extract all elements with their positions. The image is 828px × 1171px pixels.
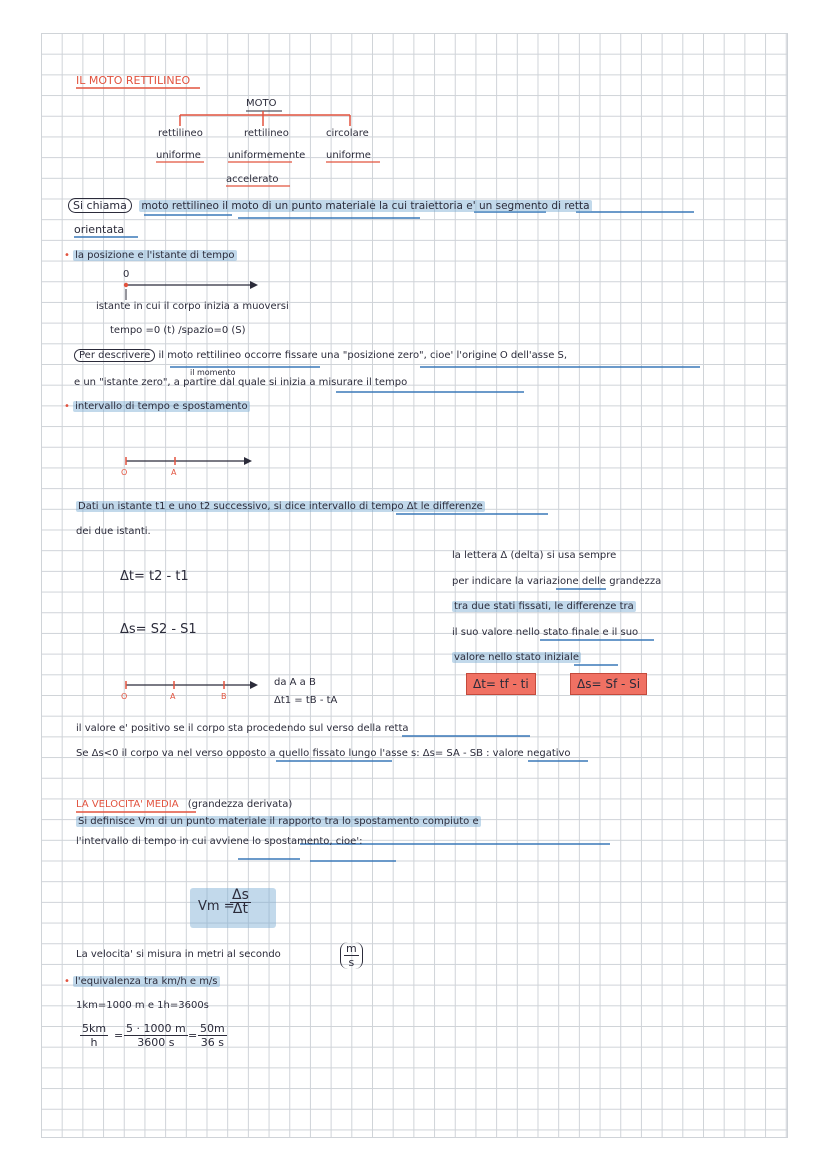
velocity-def-1: Si definisce Vm di un punto materiale il rapporto tra lo spostamento compiuto e bbox=[78, 816, 479, 827]
bullet-interval: • intervallo di tempo e spostamento bbox=[64, 401, 248, 412]
axis3-label-o: O bbox=[121, 692, 128, 701]
equals-1: = bbox=[114, 1029, 124, 1042]
page-title: IL MOTO RETTILINEO bbox=[76, 74, 191, 87]
formula-box-ds: Δs= Sf - Si bbox=[570, 673, 647, 695]
delta-t-ab: Δt1 = tB - tA bbox=[274, 695, 338, 706]
delta-note-3: tra due stati fissati, le differenze tra bbox=[454, 601, 634, 612]
axis3-label-a: A bbox=[170, 692, 176, 701]
definition-line bbox=[68, 199, 592, 213]
unit-fraction: $\frac{m}{s}$ bbox=[340, 942, 363, 969]
negative-value-line: Se Δs<0 il corpo va nel verso opposto a quello fissato lungo l'asse s: Δs= SA - SB : valore negativo bbox=[76, 748, 571, 759]
fraction-conversion: $\frac{5 \cdot 1000 m}{3600 s}$ bbox=[126, 1022, 186, 1049]
tree-root: MOTO bbox=[246, 98, 277, 109]
equivalence-line: 1km=1000 m e 1h=3600s bbox=[76, 1000, 209, 1011]
delta-note-2: per indicare la variazione delle grandezza bbox=[452, 576, 662, 587]
unit-line: La velocita' si misura in metri al secondo bbox=[76, 949, 281, 960]
from-a-to-b: da A a B bbox=[274, 677, 316, 688]
definition-end: orientata bbox=[74, 223, 125, 236]
tree-sub-1: uniforme bbox=[156, 150, 201, 161]
delta-note-5: valore nello stato iniziale bbox=[454, 652, 579, 663]
interval-para-end: dei due istanti. bbox=[76, 526, 151, 537]
para-line2: e un "istante zero", a partire dal quale si inizia a misurare il tempo bbox=[74, 377, 408, 388]
positive-value-line: il valore e' positivo se il corpo sta procedendo sul verso della retta bbox=[76, 723, 409, 734]
para-note: il momento bbox=[190, 368, 236, 377]
delta-note-4: il suo valore nello stato finale e il suo bbox=[452, 627, 639, 638]
tree-branch-3: circolare bbox=[326, 128, 369, 139]
tree-sub-2b: accelerato bbox=[226, 174, 279, 185]
tree-branch-2: rettilineo bbox=[244, 128, 289, 139]
delta-note-1: la lettera Δ (delta) si usa sempre bbox=[452, 550, 617, 561]
formula-box-dt: Δt= tf - ti bbox=[466, 673, 536, 695]
fraction-result: $\frac{50m}{36 s}$ bbox=[200, 1022, 225, 1049]
definition-lead: Si chiama bbox=[68, 198, 132, 213]
equals-2: = bbox=[188, 1029, 198, 1042]
vm-fraction: $\frac{\Delta s}{\Delta t}$ bbox=[232, 887, 249, 917]
velocity-heading: LA VELOCITA' MEDIA (grandezza derivata) bbox=[76, 799, 293, 810]
axis3-label-b: B bbox=[221, 692, 227, 701]
bullet-position: • la posizione e l'istante di tempo bbox=[64, 250, 235, 261]
velocity-def-2: l'intervallo di tempo in cui avviene lo spostamento, cioe': bbox=[76, 836, 363, 847]
tree-branch-1: rettilineo bbox=[158, 128, 203, 139]
formula-delta-s: Δs= S2 - S1 bbox=[120, 622, 197, 637]
definition-text: moto rettilineo il moto di un punto materiale la cui traiettoria e' un segmento di retta bbox=[141, 200, 590, 212]
bullet-equivalence: • l'equivalenza tra km/h e m/s bbox=[64, 976, 218, 987]
vm-label: Vm = bbox=[198, 899, 235, 914]
instant-line: istante in cui il corpo inizia a muoversi bbox=[96, 301, 289, 312]
tree-sub-2: uniformemente bbox=[228, 150, 306, 161]
axis2-label-a: A bbox=[171, 468, 177, 477]
axis2-label-o: O bbox=[121, 468, 128, 477]
time-space-line: tempo =0 (t) /spazio=0 (S) bbox=[110, 325, 246, 336]
para-describe: Per descrivere il moto rettilineo occorre fissare una "posizione zero", cioe' l'origine O dell'asse S, bbox=[74, 349, 567, 363]
tree-sub-3: uniforme bbox=[326, 150, 371, 161]
formula-delta-t: Δt= t2 - t1 bbox=[120, 569, 189, 584]
interval-para: Dati un istante t1 e uno t2 successivo, si dice intervallo di tempo Δt le differenze bbox=[78, 501, 483, 512]
fraction-km-h: $\frac{5km}{h}$ bbox=[82, 1022, 107, 1049]
axis1-zero-label: 0 bbox=[123, 269, 130, 280]
